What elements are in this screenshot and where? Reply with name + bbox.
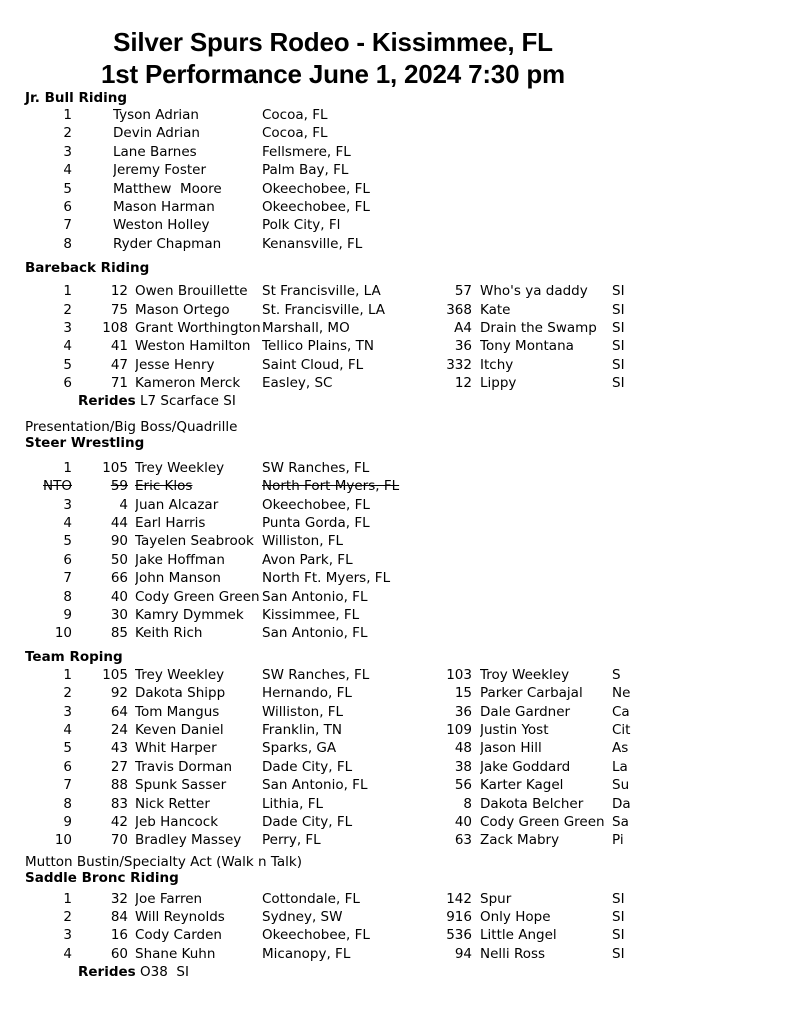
stock-contractor: La [612,758,628,775]
stock-name: Dakota Belcher [480,795,584,812]
contestant-name: Eric Klos [135,478,193,495]
contestant-name: Whit Harper [135,740,217,757]
hometown: Okeechobee, FL [262,180,370,197]
stock-number: 916 [446,909,472,926]
document-title [25,26,641,90]
hometown: Cocoa, FL [262,125,328,142]
entry-number: 6 [63,551,72,568]
contestant-name: Ryder Chapman [113,235,222,252]
contestant-name: Lane Barnes [113,143,197,160]
table-row [25,926,800,944]
hometown: Saint Cloud, FL [262,356,364,373]
steer-wrestling-header: Steer Wrestling [25,434,145,451]
bareback-riding-header: Bareback Riding [25,260,150,277]
contestant-number: 60 [110,945,128,962]
stock-number: 38 [454,758,472,775]
contestant-name: Weston Holley [113,217,210,234]
contestant-number: 27 [110,758,128,775]
entry-number: 1 [63,666,72,683]
entry-number: 3 [63,319,72,336]
stock-number: 57 [454,283,472,300]
team-roping-rows [25,666,800,850]
contestant-name: Earl Harris [135,515,206,532]
stock-contractor: SI [612,338,625,355]
stock-name: Justin Yost [480,721,549,738]
hometown: North Fort Myers, FL [262,478,400,495]
entry-number: 10 [54,832,72,849]
jr-bull-riding-header: Jr. Bull Riding [25,90,128,106]
stock-number: 36 [454,703,472,720]
contestant-name: Mason Ortego [135,301,230,318]
table-row [25,831,800,849]
stock-contractor: Pi [612,832,624,849]
table-row [25,496,800,514]
stock-contractor: SI [612,301,625,318]
hometown: Cottondale, FL [262,890,360,907]
hometown: Dade City, FL [262,813,353,830]
table-row [25,908,800,926]
stock-name: Tony Montana [480,338,574,355]
contestant-number: 30 [110,606,128,623]
contestant-number: 40 [110,588,128,605]
hometown: Fellsmere, FL [262,143,351,160]
contestant-name: Shane Kuhn [135,945,216,962]
hometown: Franklin, TN [262,721,342,738]
contestant-name: Kamry Dymmek [135,606,244,623]
contestant-number: 42 [110,813,128,830]
stock-contractor: SI [612,319,625,336]
table-row [25,703,800,721]
entry-number: 1 [63,283,72,300]
hometown: Polk City, Fl [262,217,341,234]
hometown: San Antonio, FL [262,625,368,642]
section-saddle-bronc-riding [25,854,800,982]
contestant-number: 50 [110,551,128,568]
entry-number: 3 [63,143,72,160]
stock-number: 36 [454,338,472,355]
contestant-number: 70 [110,832,128,849]
hometown: Kenansville, FL [262,235,363,252]
stock-number: 40 [454,813,472,830]
stock-name: Little Angel [480,927,557,944]
stock-number: 368 [446,301,472,318]
table-row [25,666,800,684]
stock-number: 142 [446,890,472,907]
rerides-label: Rerides [78,393,136,410]
contestant-number: 32 [110,890,128,907]
jr-bull-riding-rows [25,106,800,253]
table-row [25,795,800,813]
stock-contractor: SI [612,890,625,907]
saddle-bronc-riding-header: Saddle Bronc Riding [25,869,179,886]
stock-name: Jake Goddard [480,758,571,775]
table-row [25,514,800,532]
entry-number: 1 [63,459,72,476]
entry-number: 8 [63,235,72,252]
contestant-number: 83 [110,795,128,812]
section-steer-wrestling [25,419,800,643]
contestant-number: 71 [110,375,128,392]
table-row [25,890,800,908]
contestant-name: Juan Alcazar [135,496,219,513]
contestant-number: 85 [110,625,128,642]
table-row [25,143,800,161]
table-row [25,624,800,642]
table-row [25,374,800,392]
stock-contractor: SI [612,283,625,300]
contestant-name: Spunk Sasser [135,777,227,794]
hometown: Lithia, FL [262,795,324,812]
stock-name: Drain the Swamp [480,319,597,336]
contestant-number: 84 [110,909,128,926]
hometown: Perry, FL [262,832,321,849]
bareback-riding-rerides [78,392,800,410]
entry-number: 6 [63,758,72,775]
hometown: Cocoa, FL [262,107,328,123]
entry-number: 1 [63,890,72,907]
entry-number: 3 [63,496,72,513]
entry-number: 8 [63,795,72,812]
table-row [25,235,800,253]
table-row [25,813,800,831]
saddle-bronc-riding-rows [25,890,800,964]
entry-number: NTO [43,478,72,495]
entry-number: 4 [63,162,72,179]
table-row [25,477,800,495]
steer-wrestling-preheader: Presentation/Big Boss/Quadrille [25,418,238,435]
stock-number: 536 [446,927,472,944]
contestant-number: 90 [110,533,128,550]
contestant-name: Jake Hoffman [135,551,225,568]
stock-contractor: Cit [612,721,631,738]
contestant-number: 4 [119,496,128,513]
stock-name: Itchy [480,356,514,373]
table-row [25,161,800,179]
contestant-name: John Manson [135,570,221,587]
contestant-name: Jesse Henry [135,356,215,373]
contestant-number: 66 [110,570,128,587]
contestant-name: Joe Farren [135,890,203,907]
entry-number: 7 [63,777,72,794]
hometown: Avon Park, FL [262,551,353,568]
contestant-name: Jeb Hancock [135,813,219,830]
contestant-name: Trey Weekley [135,459,225,476]
stock-contractor: As [612,740,629,757]
hometown: Easley, SC [262,375,333,392]
stock-number: 103 [446,666,472,683]
stock-name: Kate [480,301,511,318]
entry-number: 9 [63,813,72,830]
stock-number: 15 [454,685,472,702]
title-line-1: Silver Spurs Rodeo - Kissimmee, FL [113,27,553,57]
stock-number: 63 [454,832,472,849]
stock-number: A4 [454,319,472,336]
bareback-riding-rows [25,282,800,392]
table-row [25,459,800,477]
stock-name: Nelli Ross [480,945,546,962]
table-row [25,301,800,319]
contestant-number: 75 [110,301,128,318]
steer-wrestling-rows [25,459,800,643]
table-row [25,180,800,198]
entry-number: 7 [63,217,72,234]
hometown: Williston, FL [262,703,344,720]
hometown: Hernando, FL [262,685,352,702]
entry-number: 5 [63,740,72,757]
hometown: San Antonio, FL [262,777,368,794]
rerides-info: O38 SI [135,964,189,981]
stock-contractor: Ca [612,703,630,720]
contestant-name: Mason Harman [113,198,215,215]
contestant-name: Cody Carden [135,927,222,944]
contestant-name: Keith Rich [135,625,203,642]
contestant-number: 92 [110,685,128,702]
contestant-name: Devin Adrian [113,125,200,142]
entry-number: 5 [63,533,72,550]
stock-number: 332 [446,356,472,373]
entry-number: 8 [63,588,72,605]
hometown: St Francisville, LA [262,283,381,300]
contestant-name: Jeremy Foster [113,162,207,179]
stock-name: Only Hope [480,909,551,926]
stock-number: 109 [446,721,472,738]
section-jr-bull-riding [25,90,800,253]
table-row [25,551,800,569]
stock-contractor: SI [612,909,625,926]
stock-contractor: SI [612,356,625,373]
saddle-bronc-riding-preheader: Mutton Bustin/Specialty Act (Walk n Talk) [25,853,302,870]
table-row [25,337,800,355]
hometown: Okeechobee, FL [262,198,370,215]
contestant-name: Owen Brouillette [135,283,248,300]
stock-name: Spur [480,890,512,907]
entry-number: 1 [63,107,72,123]
contestant-name: Travis Dorman [135,758,233,775]
stock-contractor: SI [612,375,625,392]
hometown: Kissimmee, FL [262,606,360,623]
title-line-2: 1st Performance June 1, 2024 7:30 pm [101,59,565,89]
entry-number: 2 [63,685,72,702]
stock-contractor: S [612,666,621,683]
stock-name: Karter Kagel [480,777,564,794]
stock-number: 8 [463,795,472,812]
contestant-name: Grant Worthington [135,319,261,336]
table-row [25,588,800,606]
hometown: Punta Gorda, FL [262,515,370,532]
table-row [25,569,800,587]
stock-name: Dale Gardner [480,703,571,720]
rerides-info: L7 Scarface SI [135,393,236,410]
stock-name: Parker Carbajal [480,685,583,702]
contestant-number: 24 [110,721,128,738]
entry-number: 2 [63,125,72,142]
entry-number: 4 [63,721,72,738]
entry-number: 6 [63,375,72,392]
hometown: San Antonio, FL [262,588,368,605]
contestant-number: 64 [110,703,128,720]
table-row [25,721,800,739]
table-row [25,282,800,300]
stock-name: Lippy [480,375,517,392]
table-row [25,945,800,963]
table-row [25,758,800,776]
stock-number: 94 [454,945,472,962]
event-sections [25,90,800,982]
saddle-bronc-riding-rerides [78,963,800,981]
stock-contractor: Ne [612,685,631,702]
contestant-name: Tyson Adrian [113,107,199,123]
stock-contractor: Su [612,777,630,794]
stock-contractor: SI [612,927,625,944]
table-row [25,739,800,757]
contestant-number: 105 [102,459,128,476]
table-row [25,606,800,624]
contestant-number: 105 [102,666,128,683]
contestant-number: 108 [102,319,128,336]
stock-name: Who's ya daddy [480,283,588,300]
entry-number: 7 [63,570,72,587]
hometown: St. Francisville, LA [262,301,386,318]
contestant-number: 41 [110,338,128,355]
hometown: Micanopy, FL [262,945,351,962]
contestant-number: 44 [110,515,128,532]
stock-number: 48 [454,740,472,757]
hometown: Sparks, GA [262,740,337,757]
entry-number: 2 [63,909,72,926]
contestant-number: 59 [110,478,128,495]
contestant-name: Tom Mangus [135,703,220,720]
hometown: North Ft. Myers, FL [262,570,391,587]
table-row [25,356,800,374]
table-row [25,776,800,794]
hometown: Okeechobee, FL [262,927,370,944]
contestant-number: 16 [110,927,128,944]
entry-number: 4 [63,338,72,355]
table-row [25,319,800,337]
contestant-name: Weston Hamilton [135,338,251,355]
hometown: Palm Bay, FL [262,162,349,179]
entry-number: 9 [63,606,72,623]
contestant-number: 12 [110,283,128,300]
entry-number: 4 [63,945,72,962]
hometown: Dade City, FL [262,758,353,775]
contestant-number: 47 [110,356,128,373]
hometown: Tellico Plains, TN [262,338,374,355]
contestant-name: Nick Retter [135,795,210,812]
contestant-number: 43 [110,740,128,757]
entry-number: 5 [63,180,72,197]
contestant-number: 88 [110,777,128,794]
entry-number: 10 [54,625,72,642]
team-roping-header: Team Roping [25,648,123,665]
entry-number: 2 [63,301,72,318]
stock-name: Cody Green Green [480,813,605,830]
contestant-name: Keven Daniel [135,721,224,738]
entry-number: 6 [63,198,72,215]
rerides-label: Rerides [78,964,136,981]
entry-number: 5 [63,356,72,373]
table-row [25,684,800,702]
table-row [25,124,800,142]
contestant-name: Dakota Shipp [135,685,226,702]
entry-number: 3 [63,927,72,944]
contestant-name: Bradley Massey [135,832,242,849]
table-row [25,216,800,234]
section-bareback-riding [25,260,800,411]
hometown: Sydney, SW [262,909,343,926]
contestant-name: Will Reynolds [135,909,225,926]
contestant-name: Matthew Moore [113,180,222,197]
stock-contractor: Sa [612,813,629,830]
section-team-roping [25,649,800,850]
contestant-name: Cody Green Green [135,588,260,605]
contestant-name: Tayelen Seabrook [135,533,254,550]
stock-contractor: SI [612,945,625,962]
contestant-name: Trey Weekley [135,666,225,683]
stock-number: 12 [454,375,472,392]
entry-number: 3 [63,703,72,720]
hometown: Marshall, MO [262,319,350,336]
entry-number: 4 [63,515,72,532]
stock-contractor: Da [612,795,631,812]
table-row [25,198,800,216]
stock-name: Jason Hill [480,740,542,757]
hometown: Okeechobee, FL [262,496,370,513]
table-row [25,106,800,124]
stock-number: 56 [454,777,472,794]
table-row [25,532,800,550]
stock-name: Zack Mabry [480,832,560,849]
stock-name: Troy Weekley [480,666,570,683]
hometown: SW Ranches, FL [262,666,370,683]
hometown: Williston, FL [262,533,344,550]
hometown: SW Ranches, FL [262,459,370,476]
contestant-name: Kameron Merck [135,375,241,392]
